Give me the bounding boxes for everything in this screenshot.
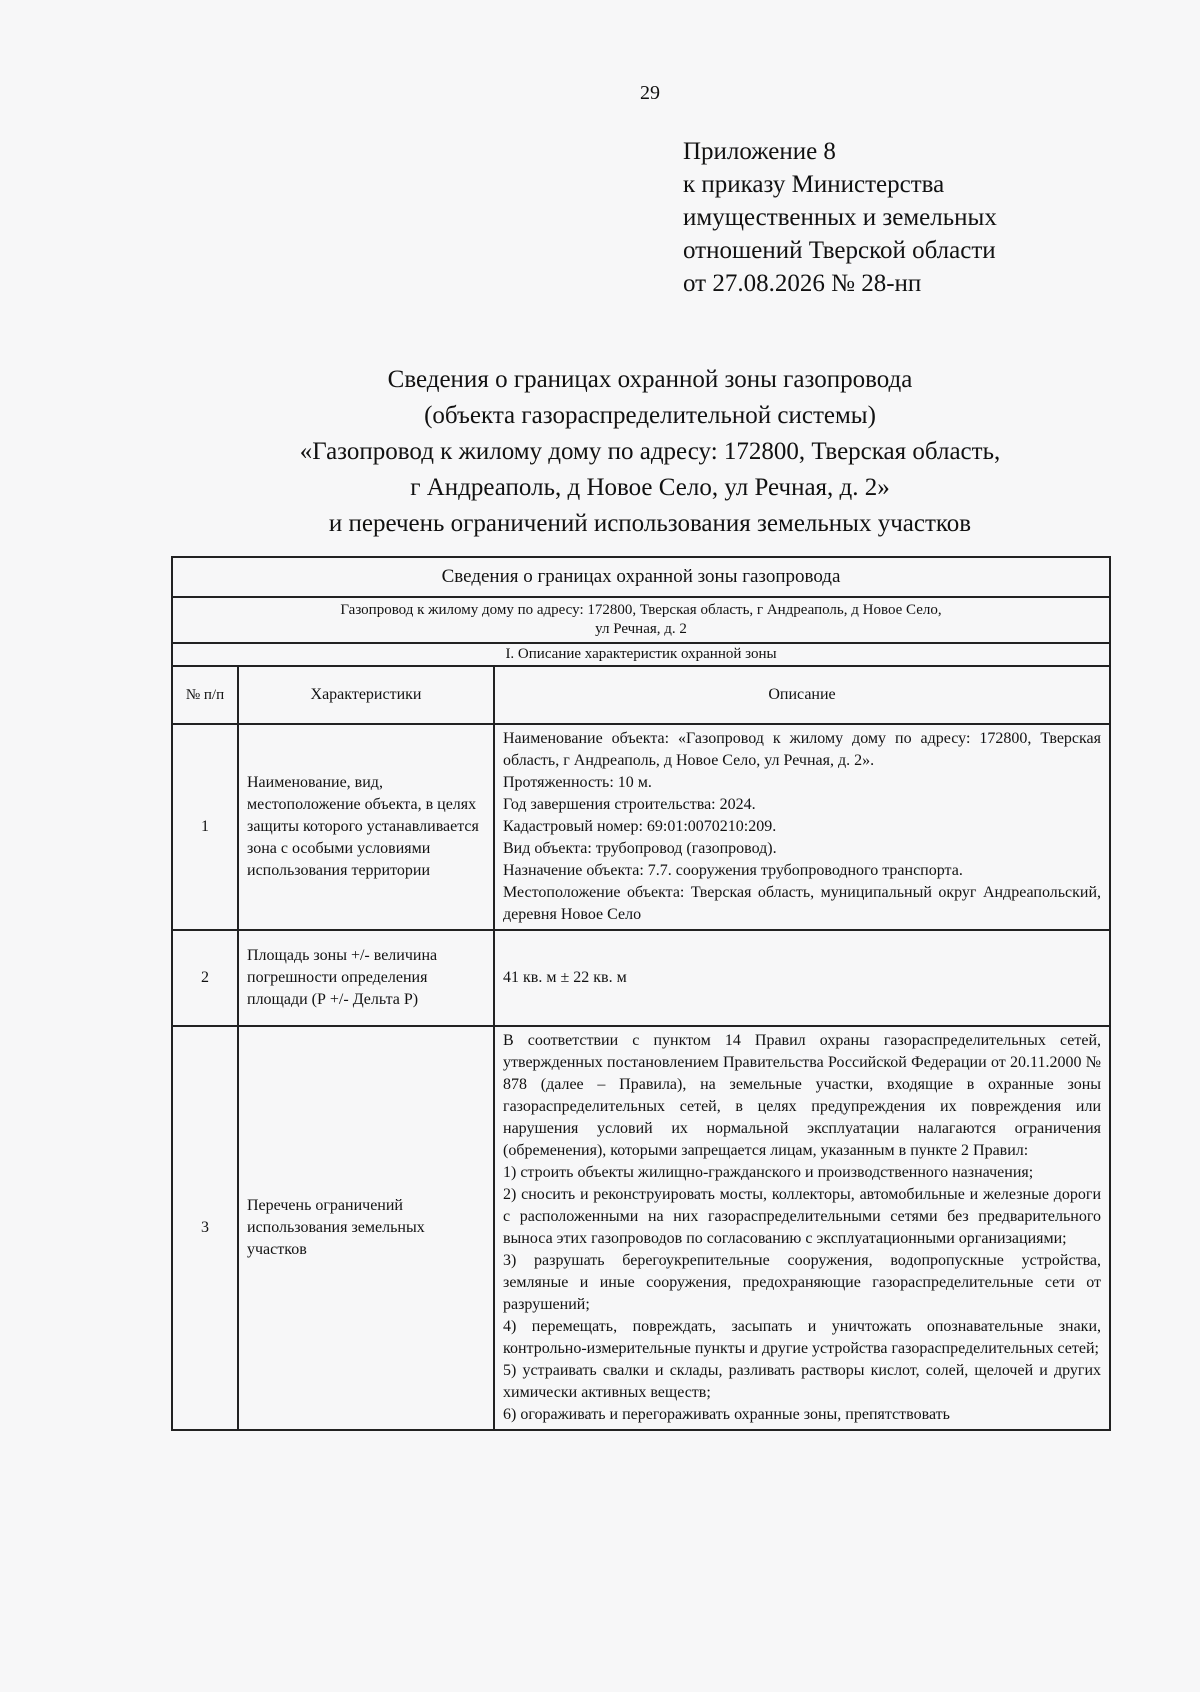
appendix-line: имущественных и земельных: [683, 204, 997, 231]
row-description: [494, 930, 1110, 1026]
description-line: Год завершения строительства: 2024.: [503, 796, 756, 813]
object-row: [172, 597, 1110, 643]
description-line: В соответствии с пунктом 14 Правил охраны газораспределительных сетей, утвержденных постановлением Правительства Российской Федерации от 20.11.2000 № 878 (далее – Правила), на земельные участки, входящие в охранные зоны газораспределительных сетей, в целях предупреждения их повреждения или нарушения условий их нормальной эксплуатации налагаются ограничения (обременения), которыми запрещается лицам, указанным в пункте 2 Правил:: [503, 1032, 1102, 1159]
appendix-line: отношений Тверской области: [683, 237, 996, 264]
title-line: Сведения о границах охранной зоны газопровода: [387, 366, 913, 393]
description-line: 41 кв. м ± 22 кв. м: [503, 969, 627, 986]
row-description: [494, 724, 1110, 930]
title-line: (объекта газораспределительной системы): [424, 402, 876, 429]
appendix-line: к приказу Министерства: [683, 171, 945, 198]
object-name-line: ул Речная, д. 2: [595, 621, 687, 637]
title-line: г Андреаполь, д Новое Село, ул Речная, д. 2»: [410, 474, 890, 501]
description-line: Местоположение объекта: Тверская область, муниципальный округ Андреапольский, деревня Новое Село: [503, 884, 1102, 923]
row-characteristic: Наименование, вид, местоположение объекта, в целях защиты которого устанавливается зона с особыми условиями использования территории: [238, 724, 494, 930]
col-char-header: Характеристики: [238, 666, 494, 724]
row-description: [494, 1026, 1110, 1430]
section-row: [172, 643, 1110, 666]
table-header-row: [172, 557, 1110, 597]
page-number: 29: [640, 82, 660, 104]
appendix-line: от 27.08.2026 № 28-нп: [683, 270, 922, 297]
row-num: 3: [172, 1026, 238, 1430]
row-num: 2: [172, 930, 238, 1026]
description-line: 2) сносить и реконструировать мосты, коллекторы, автомобильные и железные дороги с расположенными на них газораспределительными сетями без предварительного выноса этих газопроводов по согласованию с эксплуатационными организациями;: [503, 1186, 1102, 1247]
description-line: Кадастровый номер: 69:01:0070210:209.: [503, 818, 777, 835]
description-line: 1) строить объекты жилищно-гражданского и производственного назначения;: [503, 1164, 1034, 1181]
description-line: Назначение объекта: 7.7. сооружения трубопроводного транспорта.: [503, 862, 963, 879]
column-header-row: [172, 666, 1110, 724]
table-row: [172, 724, 1110, 930]
description-line: Наименование объекта: «Газопровод к жилому дому по адресу: 172800, Тверская область, г Андреаполь, д Новое Село, ул Речная, д. 2».: [503, 730, 1102, 769]
table-header: Сведения о границах охранной зоны газопровода: [172, 557, 1110, 597]
row-num: 1: [172, 724, 238, 930]
description-line: 6) огораживать и перегораживать охранные зоны, препятствовать: [503, 1406, 950, 1423]
description-line: 5) устраивать свалки и склады, разливать растворы кислот, солей, щелочей и других химически активных веществ;: [503, 1362, 1102, 1401]
description-line: Вид объекта: трубопровод (газопровод).: [503, 840, 777, 857]
table-row: [172, 1026, 1110, 1430]
object-name-cell: [172, 597, 1110, 643]
appendix-line: Приложение 8: [683, 138, 836, 165]
zone-table: [171, 556, 1111, 1431]
row-characteristic: Перечень ограничений использования земельных участков: [238, 1026, 494, 1430]
col-num-header: № п/п: [172, 666, 238, 724]
document-title: [0, 362, 1200, 542]
object-name-line: Газопровод к жилому дому по адресу: 172800, Тверская область, г Андреаполь, д Новое Село,: [340, 602, 942, 618]
col-desc-header: Описание: [494, 666, 1110, 724]
title-line: и перечень ограничений использования земельных участков: [328, 510, 972, 537]
row-characteristic: Площадь зоны +/- величина погрешности определения площади (Р +/- Дельта Р): [238, 930, 494, 1026]
description-line: 3) разрушать берегоукрепительные сооружения, водопропускные устройства, земляные и иные сооружения, предохраняющие газораспределительные сети от разрушений;: [503, 1252, 1102, 1313]
description-line: 4) перемещать, повреждать, засыпать и уничтожать опознавательные знаки, контрольно-измерительные пункты и другие устройства газораспределительных сетей;: [503, 1318, 1102, 1357]
section-header: I. Описание характеристик охранной зоны: [172, 643, 1110, 666]
appendix-block: [683, 135, 997, 300]
table-row: [172, 930, 1110, 1026]
title-line: «Газопровод к жилому дому по адресу: 172800, Тверская область,: [299, 438, 1001, 465]
description-line: Протяженность: 10 м.: [503, 774, 652, 791]
